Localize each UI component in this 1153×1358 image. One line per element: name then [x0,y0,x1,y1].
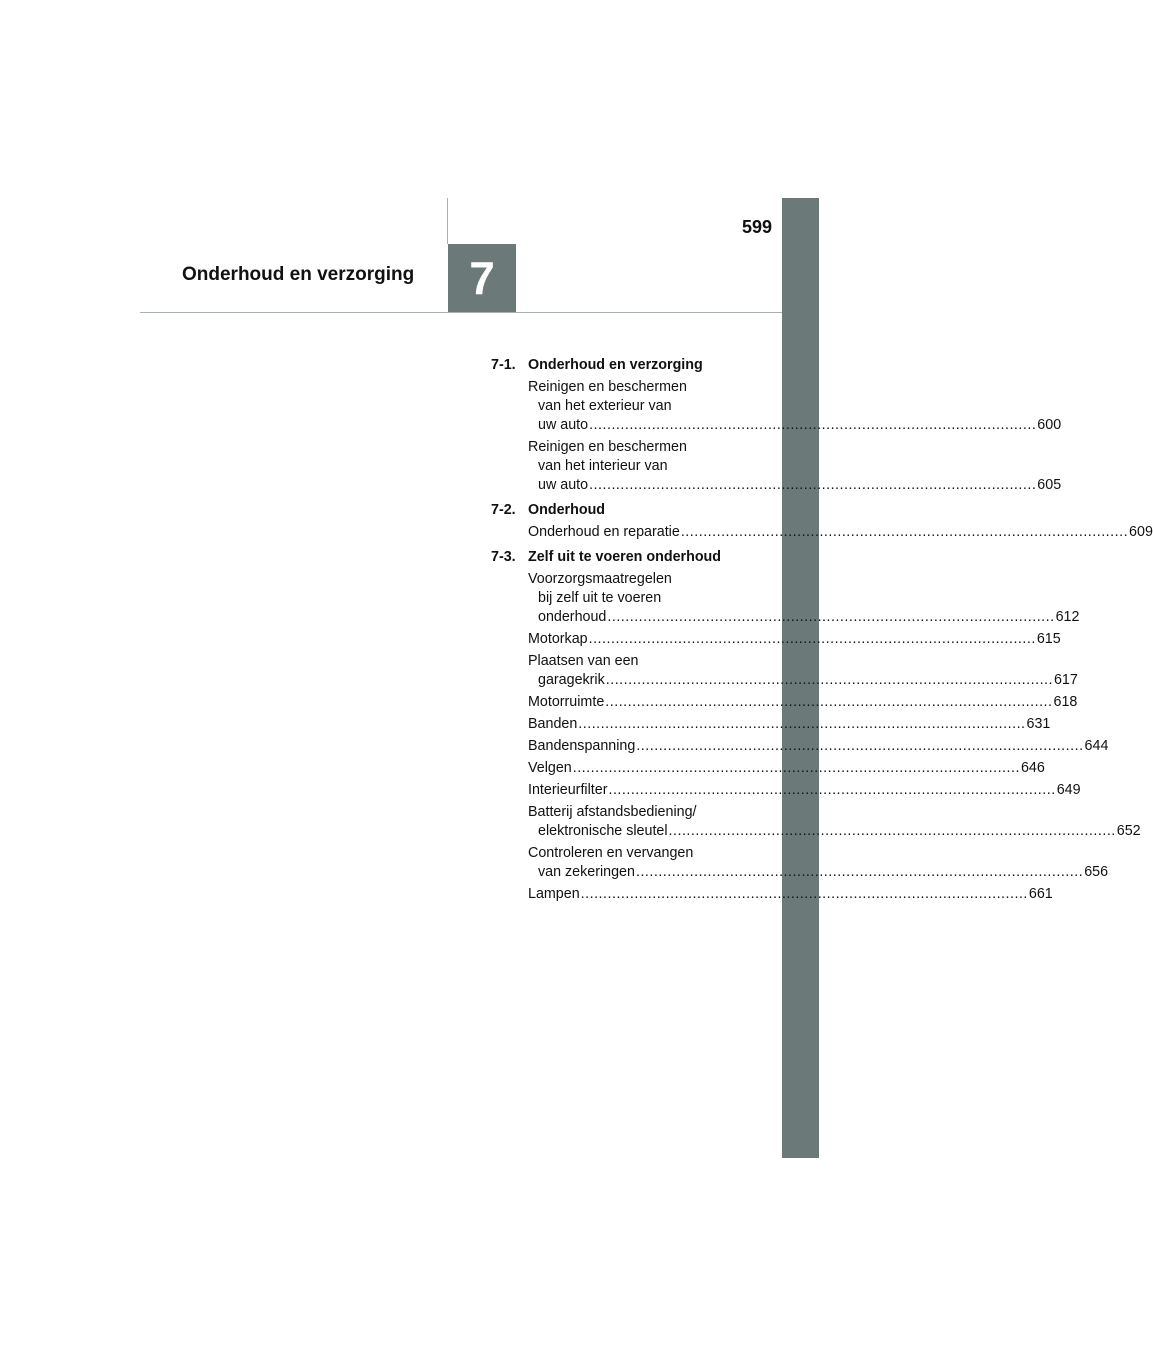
toc-dot-leader [581,885,1028,904]
toc-entry-line [528,759,1045,778]
toc-entry-page: 652 [1116,823,1141,839]
toc-entry-text: van het interieur van [538,458,668,474]
toc-dot-leader [636,864,1083,880]
toc-section-number: 7-2. [491,502,516,518]
toc-entry-text: bij zelf uit te voeren [538,590,662,606]
toc-entry-page: 618 [1053,694,1078,710]
toc-entry[interactable] [491,803,1141,841]
toc-dot-leader [589,417,1036,433]
toc-section-heading [491,501,741,520]
toc-entry-text: Controleren en vervangen [528,845,694,861]
toc-entry[interactable] [491,693,1078,712]
toc-entry-text: Lampen [528,886,580,902]
toc-entry-text: Plaatsen van een [528,653,639,669]
toc-dot-leader [589,477,1036,493]
toc-section-title: Onderhoud [528,502,606,518]
chapter-number-box [448,244,516,312]
toc-dot-leader [681,523,1128,542]
toc-entry-text: Batterij afstandsbediening/ [528,804,697,820]
toc-entry-text: Voorzorgsmaatregelen [528,571,672,587]
toc-section-number: 7-3. [491,549,516,565]
header-divider-horizontal [140,312,782,313]
toc-section-number: 7-1. [491,357,516,373]
toc-entry-text: Onderhoud en reparatie [528,524,680,540]
toc-dot-leader [589,630,1036,649]
toc-section [491,501,1153,542]
header-divider-vertical [447,198,448,244]
toc-entry-line [528,608,1080,627]
toc-entry-text: Motorruimte [528,694,605,710]
toc-entry-line [528,630,1061,649]
toc-entry[interactable] [491,652,1078,690]
toc-entry-page: 649 [1056,782,1081,798]
toc-dot-leader [573,759,1020,778]
toc-entry-page: 646 [1020,760,1045,776]
toc-section [491,548,1141,904]
toc-entry-line [528,863,1109,882]
toc-entry-text: uw auto [538,417,589,433]
toc-entry-page: 600 [1037,417,1062,433]
toc-entry[interactable] [491,885,1053,904]
toc-entry[interactable] [491,523,1153,542]
toc-entry[interactable] [491,844,1109,882]
toc-dot-leader [578,715,1025,734]
toc-dot-leader [605,693,1052,712]
toc-entry[interactable] [491,715,1051,734]
toc-entry-text: onderhoud [538,609,607,625]
toc-entry-text: Reinigen en beschermen [528,379,687,395]
toc-entry-page: 644 [1084,738,1109,754]
toc-entry[interactable] [491,781,1081,800]
chapter-number: 7 [469,252,495,304]
toc-entry-page: 612 [1055,609,1080,625]
toc-entry-line [528,822,1141,841]
chapter-title: Onderhoud en verzorging [182,264,415,285]
toc-dot-leader [606,672,1053,688]
toc-entry-page: 617 [1053,672,1078,688]
toc-entry-text: van het exterieur van [538,398,672,414]
toc-entry-line [528,885,1053,904]
toc-dot-leader [607,609,1054,625]
toc-entry-text: Bandenspanning [528,738,636,754]
toc-entry[interactable] [491,378,1062,435]
toc-entry-line [528,715,1051,734]
toc-section-heading [491,356,741,375]
toc-dot-leader [669,823,1116,839]
toc-entry-text: elektronische sleutel [538,823,668,839]
page-number: 599 [741,217,772,237]
toc-entry-line [528,737,1109,756]
toc-entry-text: Reinigen en beschermen [528,439,687,455]
toc-entry-line [528,671,1078,690]
toc-entry-page: 656 [1084,864,1109,880]
toc-entry-line [528,693,1078,712]
toc-entry-page: 631 [1026,716,1051,732]
toc-entry[interactable] [491,630,1061,649]
toc-entry-text: garagekrik [538,672,605,688]
toc-section-title: Onderhoud en verzorging [528,357,703,373]
toc-entry[interactable] [491,759,1045,778]
toc-entry-line [528,523,1153,542]
toc-entry-page: 609 [1129,524,1153,540]
toc-entry-line [528,416,1062,435]
toc-section [491,356,1062,495]
toc-entry-page: 615 [1036,631,1061,647]
toc-entry[interactable] [491,570,1080,627]
toc-entry-line [528,781,1081,800]
toc-entry-text: Banden [528,716,578,732]
toc-dot-leader [608,781,1055,800]
table-of-contents [491,356,1153,910]
toc-dot-leader [636,737,1083,756]
toc-entry-text: uw auto [538,477,589,493]
toc-section-title: Zelf uit te voeren onderhoud [528,549,722,565]
toc-entry-page: 605 [1037,477,1062,493]
toc-entry-page: 661 [1028,886,1053,902]
toc-entry-line [528,476,1062,495]
toc-entry-text: van zekeringen [538,864,635,880]
toc-entry-text: Interieurfilter [528,782,608,798]
toc-entry[interactable] [491,438,1062,495]
toc-entry[interactable] [491,737,1109,756]
toc-section-heading [491,548,741,567]
toc-entry-text: Motorkap [528,631,588,647]
toc-entry-text: Velgen [528,760,572,776]
